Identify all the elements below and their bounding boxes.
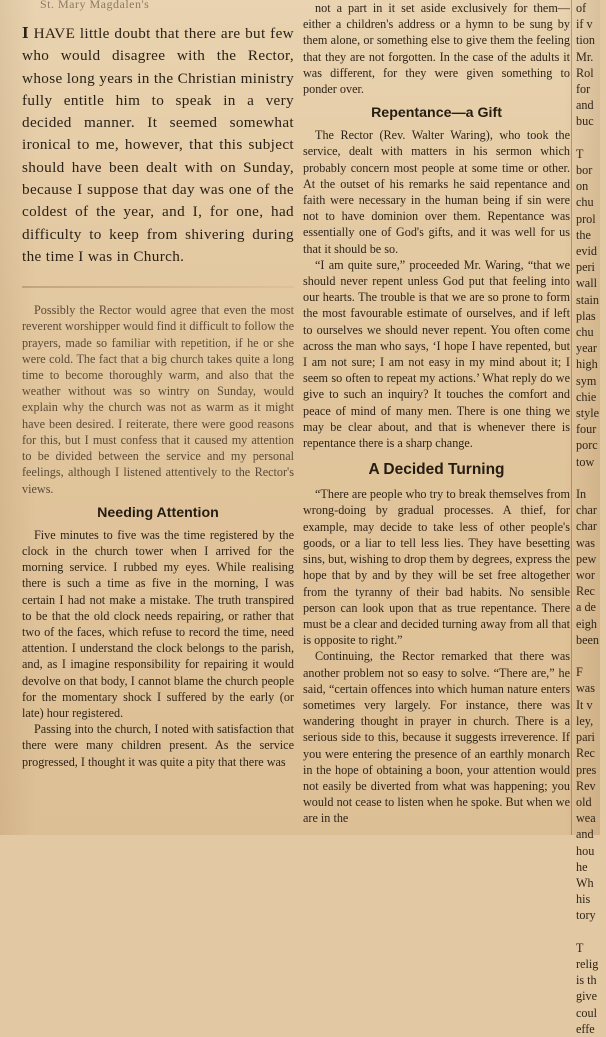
cutoff-text-fragment: his	[576, 892, 591, 907]
cutoff-text-fragment: relig	[576, 956, 599, 971]
cutoff-text-fragment: coul	[576, 1005, 597, 1020]
fragment-gap	[576, 648, 606, 664]
cutoff-text-fragment: prol	[576, 211, 596, 226]
cutoff-text-fragment: effe	[576, 1021, 595, 1036]
cutoff-text-fragment: tory	[576, 908, 596, 923]
subheading-needing-attention: Needing Attention	[97, 504, 219, 521]
cutoff-text-fragment: evid	[576, 244, 597, 259]
cutoff-text-fragment: Rec	[576, 584, 595, 599]
subheading-repentance: Repentance—a Gift	[371, 105, 502, 122]
article-column-left	[22, 0, 294, 835]
cutoff-text-fragment: char	[576, 503, 597, 518]
paper-fold	[22, 286, 294, 288]
cutoff-text-fragment: T	[576, 146, 584, 161]
cutoff-text-fragment: plas	[576, 308, 596, 323]
cutoff-text-fragment: and	[576, 98, 594, 113]
cutoff-text-fragment: In	[576, 487, 587, 502]
cutoff-text-fragment: ley,	[576, 713, 594, 728]
cutoff-text-fragment: bor	[576, 163, 593, 178]
column-divider	[571, 0, 572, 835]
fragment-gap	[576, 130, 606, 146]
cutoff-text-fragment: a de	[576, 600, 596, 615]
body-paragraph: not a part in it set aside exclusively for them—either a children's address or a hymn to be sung by them alone, or something else to give them the feeling that they are not forgotten. In the case of the adults it was different, for they were given something to ponder over.	[303, 1, 570, 97]
cutoff-text-fragment: the	[576, 227, 591, 242]
cutoff-text-fragment: was	[576, 681, 595, 696]
cutoff-text-fragment: T	[576, 940, 584, 955]
fragment-gap	[576, 470, 606, 486]
cutoff-text-fragment: high	[576, 357, 598, 372]
cutoff-fragments	[576, 0, 606, 1037]
cutoff-text-fragment: chie	[576, 389, 597, 404]
cutoff-text-fragment: Mr.	[576, 49, 594, 64]
cutoff-text-fragment: of	[576, 1, 587, 15]
body-paragraph: Continuing, the Rector remarked that there was another problem not so easy to solve. “There are,” he said, “certain offences into which human nature enters sometimes very largely. For instance, there was wandering thought in prayer in church. There is a serious side to this, because it suggests irreverence. If you were entering the presence of an earthly monarch in the hope of obtaining a boon, your attention would not easily be diverted from what was happening; you would not cease to listen when he spoke. But when we are in the	[303, 649, 570, 826]
cutoff-text-fragment: four	[576, 422, 597, 437]
cutoff-text-fragment: peri	[576, 260, 595, 275]
cutoff-text-fragment: pari	[576, 730, 595, 745]
body-paragraph: Possibly the Rector would agree that even the most reverent worshipper would find it difficult to follow the prayers, made so familiar with repetition, if he or she were cold. The fact that a big church takes quite a long time to become thoroughly warm, and also that the weather without was so wintry on Sunday, would explain why the church was not as warm as it might have been desired. I reiterate, there were good reasons for this, but I must confess that it caused my attention to be divided between the service and my personal feelings, although I listened attentively to the Rector's views.	[22, 303, 294, 496]
cutoff-text-fragment: on	[576, 179, 589, 194]
body-paragraph: Passing into the church, I noted with satisfaction that there were many children present. As the service progressed, I thought it was quite a pity that there was	[22, 722, 294, 769]
cutoff-text-fragment: chu	[576, 195, 594, 210]
cutoff-text-fragment: pew	[576, 551, 597, 566]
lead-paragraph	[22, 22, 294, 268]
cutoff-text-fragment: Wh	[576, 875, 594, 890]
body-paragraph: The Rector (Rev. Walter Waring), who took the service, dealt with matters in his sermon which probably concern most people at some time or other. At the outset of his remarks he said repentance and faith were necessary in the human being if sin were not to have dominion over them. Repentance was essentially one of God's gifts, and it was well for us that it should be so.	[303, 128, 570, 256]
body-paragraph: Five minutes to five was the time registered by the clock in the church tower when I arrived for the morning service. I rubbed my eyes. While realising there is such a time as five in the morning, I was certain I had not make a mistake. The truth transpired to be that the old clock needs repairing, or rather that two of the faces, which refuse to record the time, need attention. I understand the clock belongs to the parish, and, as I imagine responsibility for repairing it would devolve on that body, I cannot blame the church people for the momentary shock I suffered by the early (or late) hour registered.	[22, 527, 294, 720]
cutoff-text-fragment: eigh	[576, 616, 597, 631]
cutoff-text-fragment: Rec	[576, 746, 595, 761]
masthead-fragment: St. Mary Magdalen's	[40, 0, 150, 11]
cutoff-text-fragment: he	[576, 859, 588, 874]
cutoff-text-fragment: give	[576, 989, 597, 1004]
cutoff-text-fragment: hou	[576, 843, 595, 858]
article-column-right-cutoff	[576, 0, 606, 1036]
cutoff-text-fragment: buc	[576, 114, 594, 129]
cutoff-text-fragment: tion	[576, 33, 595, 48]
lead-text: HAVE little doubt that there are but few who would disagree with the Rector, whose long years in the Christian ministry fully entitle him to speak in a very decided manner. It seemed somewhat ironical to me, however, that this subject should have been dealt with on Sunday, because I suppose that day was one of the coldest of the year, and I, for one, had difficulty to keep from shivering during the time I was in Church.	[22, 25, 295, 265]
cutoff-text-fragment: was	[576, 535, 595, 550]
cutoff-text-fragment: pres	[576, 762, 597, 777]
cutoff-text-fragment: char	[576, 519, 597, 534]
cutoff-text-fragment: wall	[576, 276, 597, 291]
article-column-middle	[303, 0, 570, 835]
cutoff-text-fragment: is th	[576, 973, 597, 988]
cutoff-text-fragment: for	[576, 82, 591, 97]
cutoff-text-fragment: Rol	[576, 65, 594, 80]
cutoff-text-fragment: sym	[576, 373, 597, 388]
cutoff-text-fragment: if v	[576, 17, 593, 32]
cutoff-text-fragment: F	[576, 665, 583, 680]
body-paragraph: “There are people who try to break themselves from wrong-doing by gradual processes. A thief, for example, may decide to take less of other people's goods, or a liar to tell less lies. They have besetting sins, but, wishing to drop them by degrees, express the hope that by and by they will be set free altogether from the tyranny of their bad habits. No sensible person can look upon that as true repentance. There must be a clear and decided turning away from all that is opposite to right.”	[303, 487, 570, 648]
cutoff-text-fragment: chu	[576, 325, 594, 340]
body-paragraph: “I am quite sure,” proceeded Mr. Waring, “that we should never repent unless God put that feeling into our hearts. The trouble is that we are so prone to form the most favourable estimate of ourselves, and if left to ourselves we should never repent. You often come across the man who says, ‘I hope I have repented, but I am not sure; I am not easy in my mind about it; I seem so often to repeat my actions.’ What reply do we give to such an inquiry? It touches the comfort and peace of mind of many men. There is one thing we may be clear about, and that is whenever there is repentance there is a sharp change.	[303, 257, 570, 451]
subheading-decided-turning: A Decided Turning	[368, 461, 505, 479]
cutoff-text-fragment: Rev	[576, 778, 596, 793]
cutoff-text-fragment: tow	[576, 454, 595, 469]
cutoff-text-fragment: old	[576, 794, 592, 809]
fragment-gap	[576, 924, 606, 940]
cutoff-text-fragment: wea	[576, 811, 596, 826]
cutoff-text-fragment: and	[576, 827, 594, 842]
cutoff-text-fragment: style	[576, 406, 600, 421]
cutoff-text-fragment: porc	[576, 438, 598, 453]
cutoff-text-fragment: year	[576, 341, 597, 356]
drop-cap: I	[22, 23, 29, 42]
cutoff-text-fragment: It v	[576, 697, 593, 712]
cutoff-text-fragment: stain	[576, 292, 600, 307]
cutoff-text-fragment: wor	[576, 568, 595, 583]
cutoff-text-fragment: been	[576, 632, 600, 647]
